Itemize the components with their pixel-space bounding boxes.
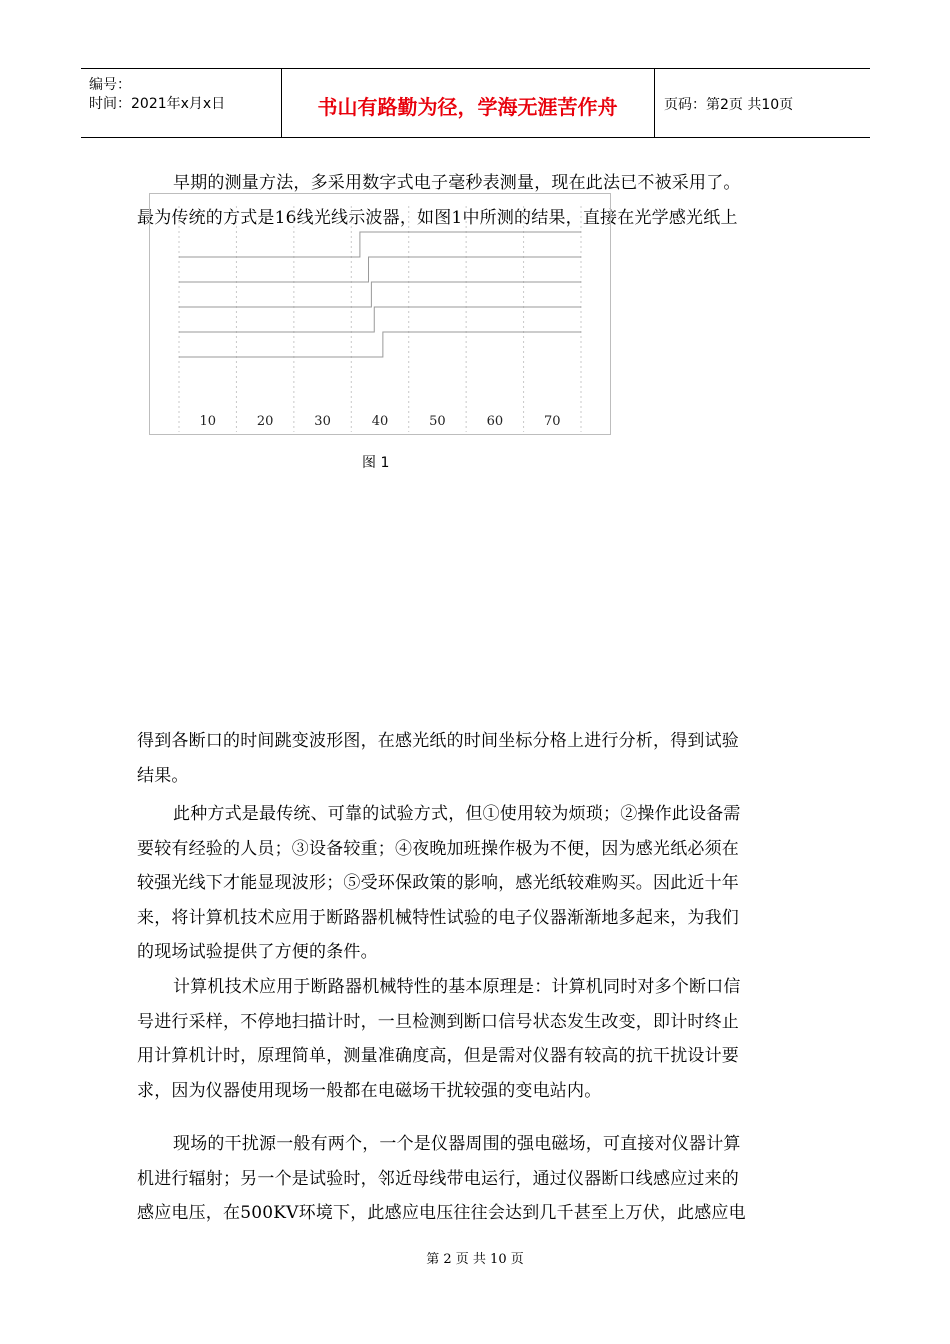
page-info: 页码：第2页 共10页 <box>664 97 794 113</box>
text-line: 较强光线下才能显现波形；⑤受环保政策的影响，感光纸较难购买。因此近十年 <box>137 873 739 893</box>
text-line: 号进行采样，不停地扫描计时，一旦检测到断口信号状态发生改变，即计时终止 <box>137 1011 739 1032</box>
tick-label: 30 <box>314 414 331 429</box>
header-motto-cell <box>281 69 655 137</box>
oscillograph-figure <box>149 193 611 435</box>
motto: 书山有路勤为径，学海无涯苦作舟 <box>317 95 618 119</box>
text-line: 的现场试验提供了方便的条件。 <box>137 942 378 962</box>
tick-label: 50 <box>429 414 446 429</box>
waveform-trace <box>179 332 581 357</box>
header-page-cell <box>654 69 870 137</box>
waveform-trace <box>179 232 581 257</box>
tick-label: 40 <box>371 414 389 429</box>
tick-label: 60 <box>486 414 504 429</box>
text-line: 机进行辐射；另一个是试验时，邻近母线带电运行，通过仪器断口线感应过来的 <box>137 1168 739 1189</box>
text-line: 感应电压，在500KV环境下，此感应电压往往会达到几千甚至上万伏，此感应电 <box>137 1203 746 1223</box>
tick-label: 70 <box>544 414 561 429</box>
tick-label: 10 <box>199 414 216 429</box>
text-line: 求，因为仪器使用现场一般都在电磁场干扰较强的变电站内。 <box>137 1080 602 1101</box>
paragraph-3 <box>137 797 817 970</box>
text-line: 此种方式是最传统、可靠的试验方式，但①使用较为烦琐；②操作此设备需 <box>173 804 741 824</box>
figure-caption: 图 1 <box>362 455 390 471</box>
waveform-trace <box>179 307 581 332</box>
text-line: 来，将计算机技术应用于断路器机械特性试验的电子仪器渐渐地多起来，为我们 <box>137 907 739 928</box>
text-line: 早期的测量方法，多采用数字式电子毫秒表测量，现在此法已不被采用了。 <box>173 173 741 193</box>
page-footer: 第 2 页 共 10 页 <box>426 1252 524 1267</box>
tick-label: 20 <box>256 414 274 429</box>
paragraph-5 <box>137 1127 817 1231</box>
header-meta-cell <box>81 69 282 137</box>
text-line: 现场的干扰源一般有两个，一个是仪器周围的强电磁场，可直接对仪器计算 <box>173 1134 741 1154</box>
number-label: 编号： <box>89 77 131 93</box>
paragraph-2 <box>137 724 817 793</box>
waveform-trace <box>179 257 581 282</box>
text-line: 结果。 <box>137 765 189 786</box>
text-line: 得到各断口的时间跳变波形图，在感光纸的时间坐标分格上进行分析，得到试验 <box>137 731 739 751</box>
date-line: 时间：2021年x月x日 <box>89 96 226 112</box>
text-line: 最为传统的方式是16线光线示波器，如图1中所测的结果，直接在光学感光纸上 <box>137 207 738 228</box>
text-line: 用计算机计时，原理简单，测量准确度高，但是需对仪器有较高的抗干扰设计要 <box>137 1046 739 1066</box>
waveform-chart <box>150 194 610 434</box>
waveform-trace <box>179 282 581 307</box>
document-header <box>81 68 870 138</box>
text-line: 要较有经验的人员；③设备较重；④夜晚加班操作极为不便，因为感光纸必须在 <box>137 838 739 859</box>
paragraph-4 <box>137 970 817 1108</box>
text-line: 计算机技术应用于断路器机械特性的基本原理是：计算机同时对多个断口信 <box>173 977 741 997</box>
